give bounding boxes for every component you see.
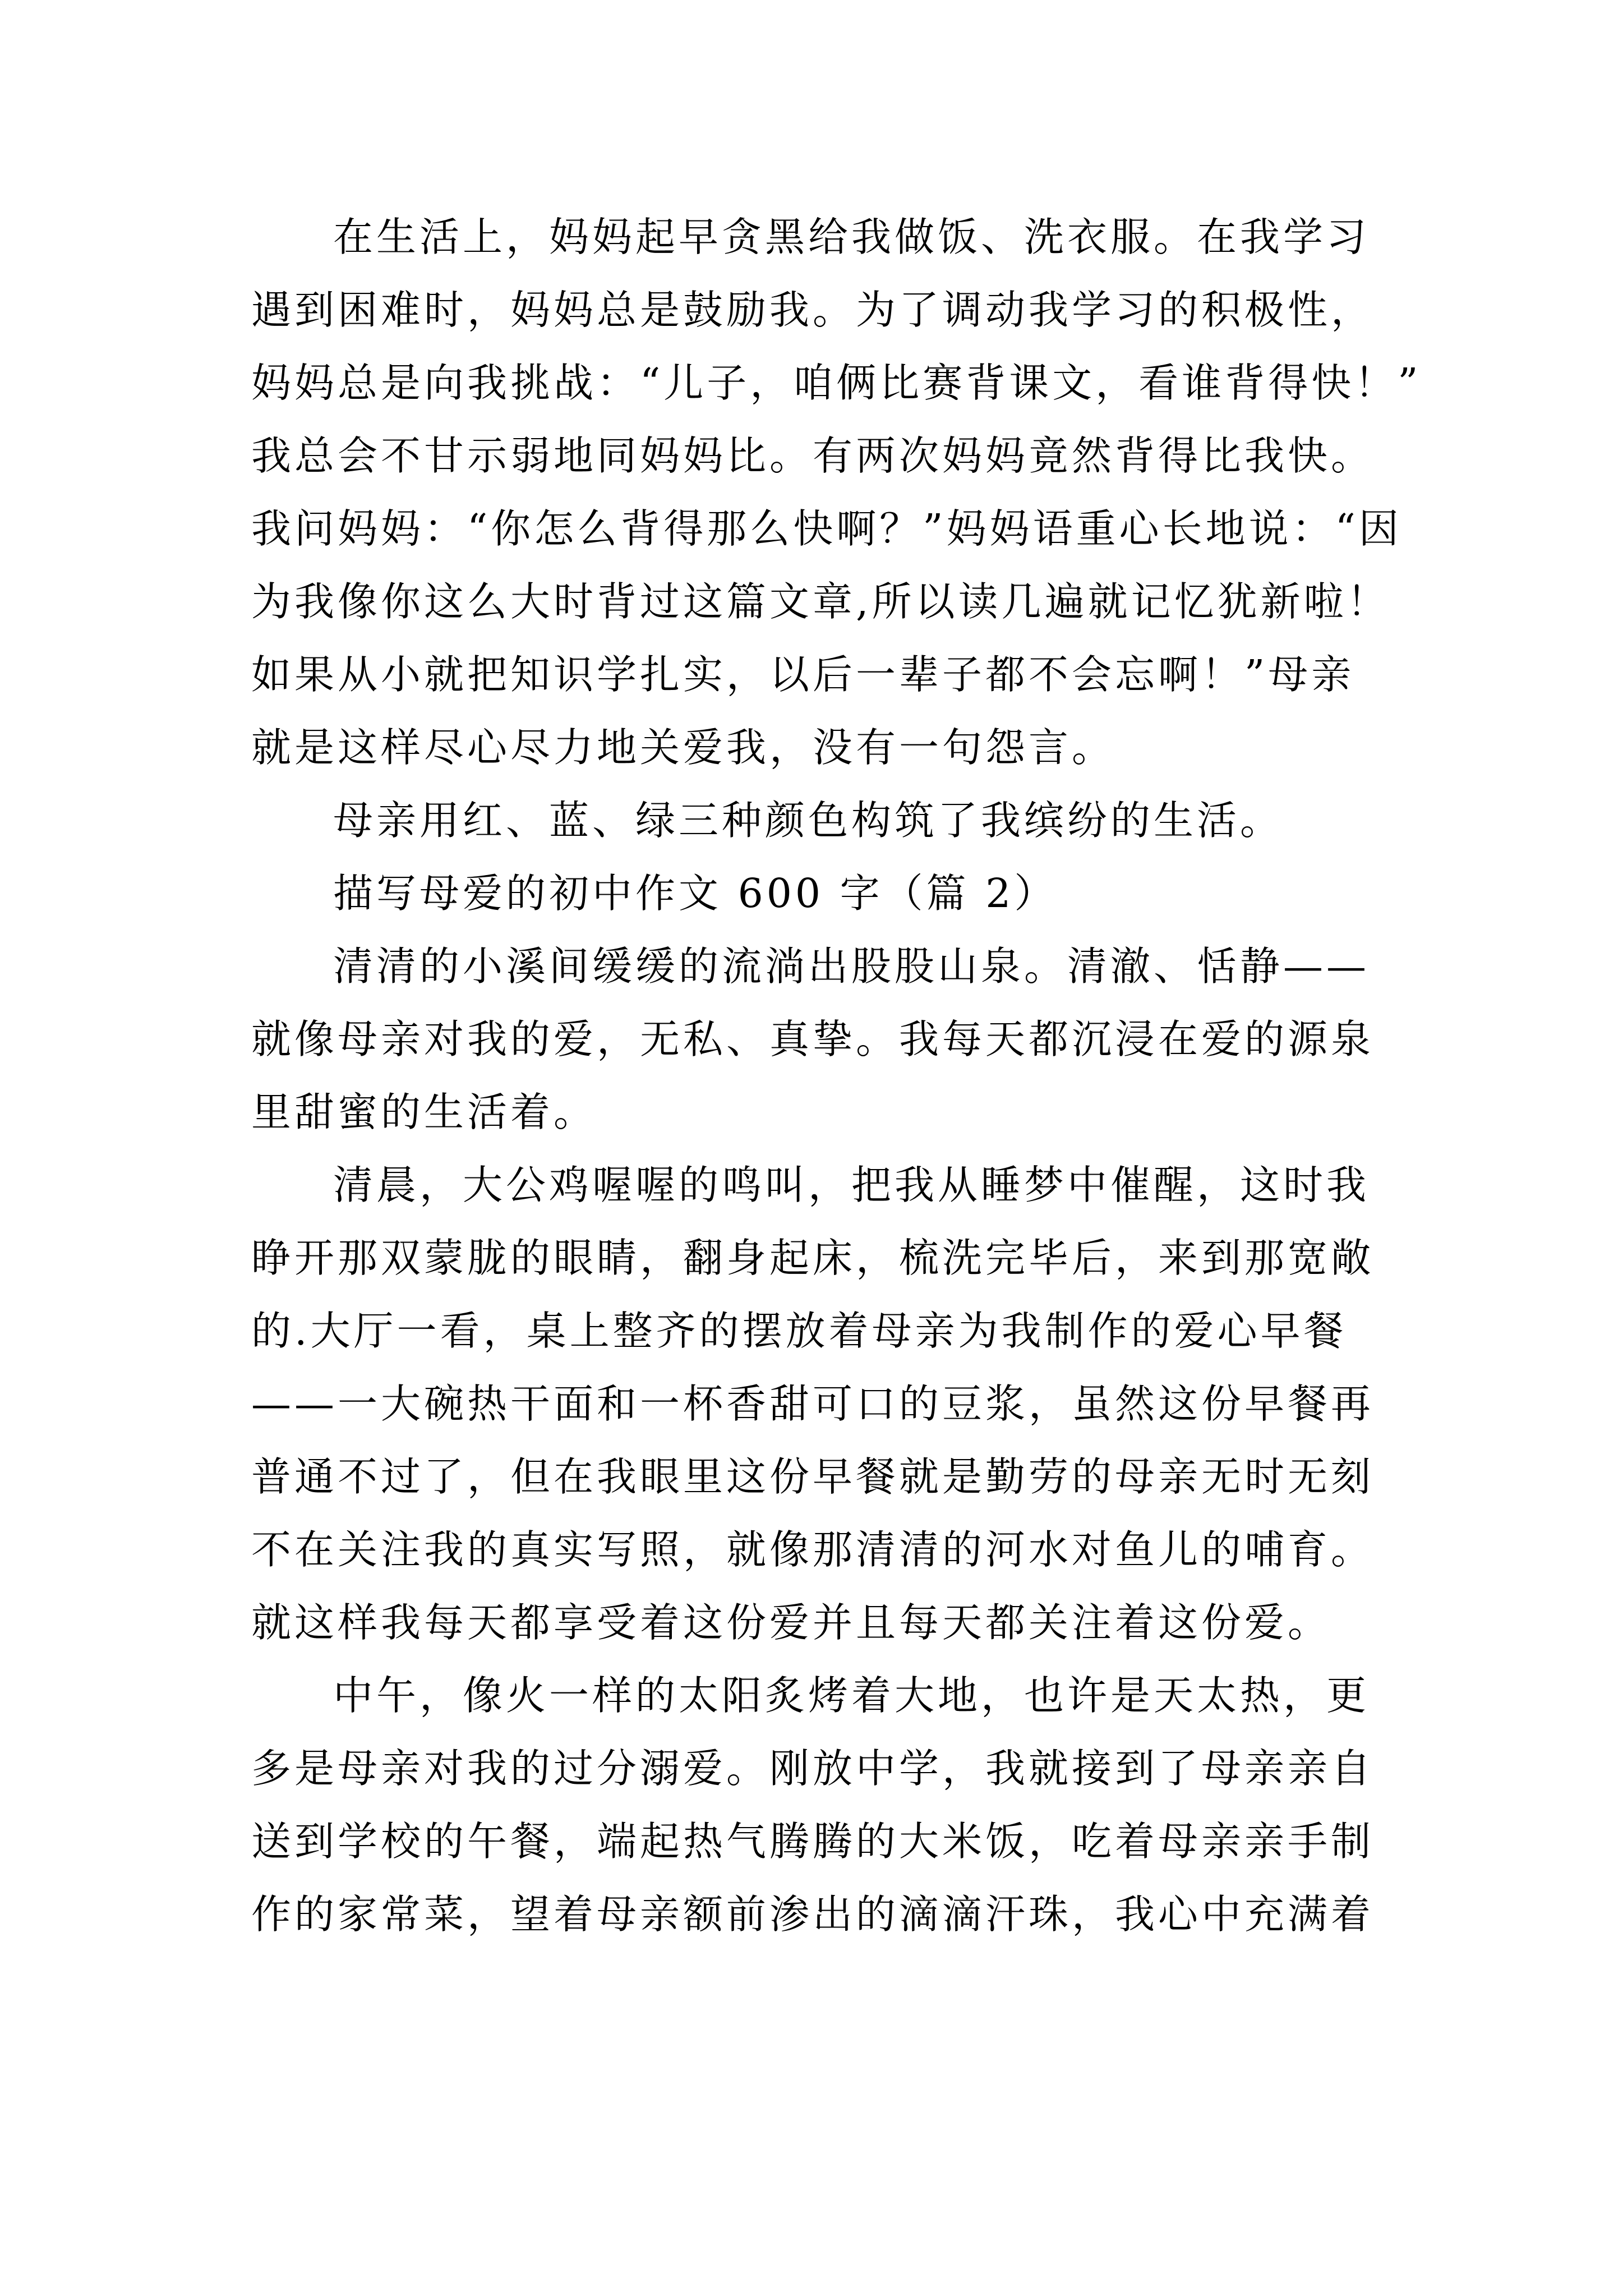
text-line: 妈妈总是向我挑战：“儿子，咱俩比赛背课文，看谁背得快！” [251, 360, 1422, 406]
text-line: 多是母亲对我的过分溺爱。刚放中学，我就接到了母亲亲自 [251, 1745, 1375, 1792]
text-line: 在生活上，妈妈起早贪黑给我做饭、洗衣服。在我学习 [333, 214, 1370, 260]
text-line: 母亲用红、蓝、绿三种颜色构筑了我缤纷的生活。 [333, 797, 1284, 844]
text-line: 里甜蜜的生活着。 [251, 1089, 597, 1135]
text-line: 为我像你这么大时背过这篇文章,所以读几遍就记忆犹新啦！ [251, 578, 1390, 625]
text-line: 清晨，大公鸡喔喔的鸣叫，把我从睡梦中催醒，这时我 [333, 1162, 1370, 1208]
text-line: ——一大碗热干面和一杯香甜可口的豆浆，虽然这份早餐再 [251, 1381, 1375, 1427]
text-line: 普通不过了，但在我眼里这份早餐就是勤劳的母亲无时无刻 [251, 1453, 1375, 1500]
text-line: 睁开那双蒙胧的眼睛，翻身起床，梳洗完毕后，来到那宽敞 [251, 1235, 1375, 1281]
text-line: 作的家常菜，望着母亲额前渗出的滴滴汗珠，我心中充满着 [251, 1891, 1375, 1938]
text-line: 送到学校的午餐，端起热气腾腾的大米饭，吃着母亲亲手制 [251, 1818, 1375, 1865]
text-line: 中午，像火一样的太阳炙烤着大地，也许是天太热，更 [333, 1672, 1370, 1719]
essay-text [251, 201, 1422, 1951]
text-line: 清清的小溪间缓缓的流淌出股股山泉。清澈、恬静—— [333, 943, 1370, 990]
text-line: 遇到困难时，妈妈总是鼓励我。为了调动我学习的积极性， [251, 287, 1375, 333]
text-line: 不在关注我的真实写照，就像那清清的河水对鱼儿的哺育。 [251, 1526, 1375, 1573]
text-line: 如果从小就把知识学扎实，以后一辈子都不会忘啊！”母亲 [251, 651, 1355, 698]
text-line: 我总会不甘示弱地同妈妈比。有两次妈妈竟然背得比我快。 [251, 432, 1375, 479]
text-line: 就是这样尽心尽力地关爱我，没有一句怨言。 [251, 724, 1115, 771]
text-line: 就像母亲对我的爱，无私、真挚。我每天都沉浸在爱的源泉 [251, 1016, 1375, 1062]
text-line: 的.大厅一看，桌上整齐的摆放着母亲为我制作的爱心早餐 [251, 1308, 1347, 1354]
text-line: 我问妈妈：“你怎么背得那么快啊？”妈妈语重心长地说：“因 [251, 505, 1402, 552]
section-heading: 描写母爱的初中作文 600 字（篇 2） [333, 870, 1058, 917]
text-line: 就这样我每天都享受着这份爱并且每天都关注着这份爱。 [251, 1599, 1331, 1646]
